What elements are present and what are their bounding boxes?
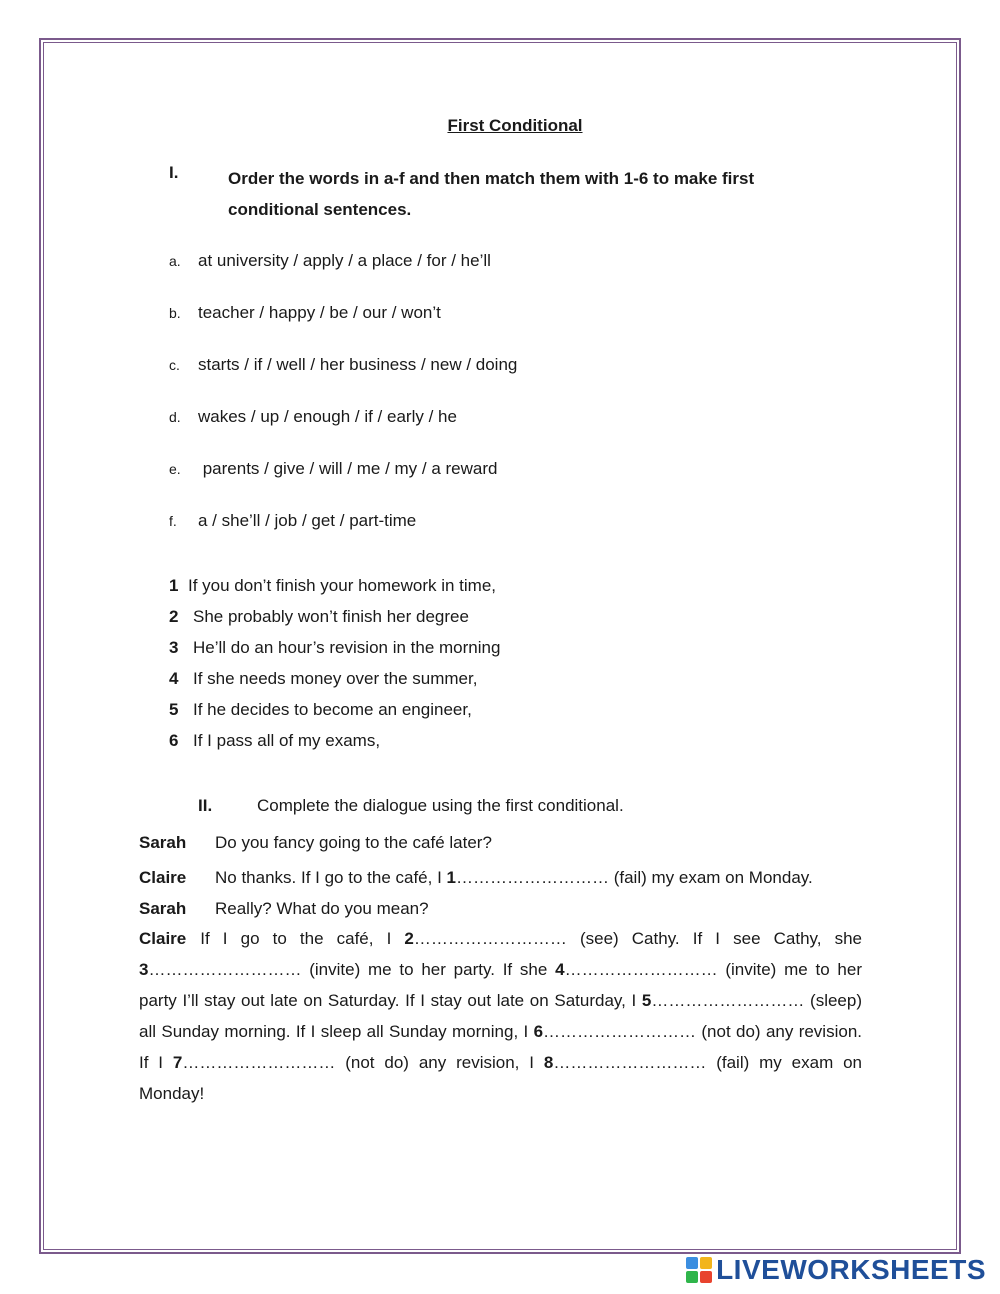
clause-text: If he decides to become an engineer,	[193, 700, 472, 719]
item-text: a / she’ll / job / get / part-time	[198, 511, 417, 530]
section-2-number: II.	[198, 796, 213, 815]
dialogue-line: Really? What do you mean?	[215, 899, 429, 918]
logo-block	[686, 1257, 698, 1269]
clause-number: 1	[169, 576, 179, 595]
item-text: parents / give / will / me / my / a reward	[198, 459, 498, 478]
dialogue-paragraph-text: If I go to the café, I 2……………………… (see) Cathy. If I see Cathy, she 3……………………… (invite) me to her party. If she 4……………………… (invite) me to her party I’ll stay out late on Saturday. If I stay out late on Saturday, I 5……………………… (sleep) all Sunday morning. If I sleep all Sunday morning, I 6……………………… (not do) any revision. If I 7……………………… (not do) any revision, I 8……………………… (fail) my exam on Monday!	[139, 929, 862, 1103]
clause-number: 4	[169, 669, 179, 688]
page-title: First Conditional	[447, 116, 583, 135]
dialogue-paragraph	[139, 923, 862, 1109]
item-letter: d.	[169, 409, 181, 425]
item-text: teacher / happy / be / our / won’t	[198, 303, 441, 322]
section-1-number: I.	[169, 163, 179, 182]
logo-text: LIVEWORKSHEETS	[716, 1254, 986, 1285]
logo-block	[700, 1271, 712, 1283]
item-letter: a.	[169, 253, 181, 269]
clause-text: If she needs money over the summer,	[193, 669, 478, 688]
clause-number: 3	[169, 638, 179, 657]
logo-blocks-icon	[686, 1257, 712, 1283]
section-2-instruction: Complete the dialogue using the first conditional.	[257, 796, 624, 815]
speaker-name: Claire	[139, 868, 187, 887]
speaker-name: Sarah	[139, 899, 187, 918]
item-letter: f.	[169, 513, 177, 529]
dialogue-line: No thanks. If I go to the café, I 1……………………… (fail) my exam on Monday.	[215, 868, 813, 887]
item-letter: e.	[169, 461, 181, 477]
item-text: at university / apply / a place / for / he’ll	[198, 251, 491, 270]
clause-text: If I pass all of my exams,	[193, 731, 381, 750]
section-1-instruction: Order the words in a-f and then match them with 1-6 to make first conditional sentences.	[228, 169, 755, 219]
clause-number: 2	[169, 607, 179, 626]
liveworksheets-logo	[686, 1254, 986, 1286]
item-text: starts / if / well / her business / new / doing	[198, 355, 518, 374]
logo-block	[686, 1271, 698, 1283]
speaker-name: Claire	[139, 929, 187, 948]
clause-text: She probably won’t finish her degree	[193, 607, 469, 626]
speaker-name: Sarah	[139, 833, 187, 852]
clause-number: 6	[169, 731, 179, 750]
logo-block	[700, 1257, 712, 1269]
clause-number: 5	[169, 700, 179, 719]
item-letter: c.	[169, 357, 180, 373]
item-text: wakes / up / enough / if / early / he	[198, 407, 457, 426]
clause-text: He’ll do an hour’s revision in the morning	[193, 638, 501, 657]
item-letter: b.	[169, 305, 181, 321]
clause-text: If you don’t finish your homework in time,	[188, 576, 497, 595]
dialogue-line: Do you fancy going to the café later?	[215, 833, 492, 852]
